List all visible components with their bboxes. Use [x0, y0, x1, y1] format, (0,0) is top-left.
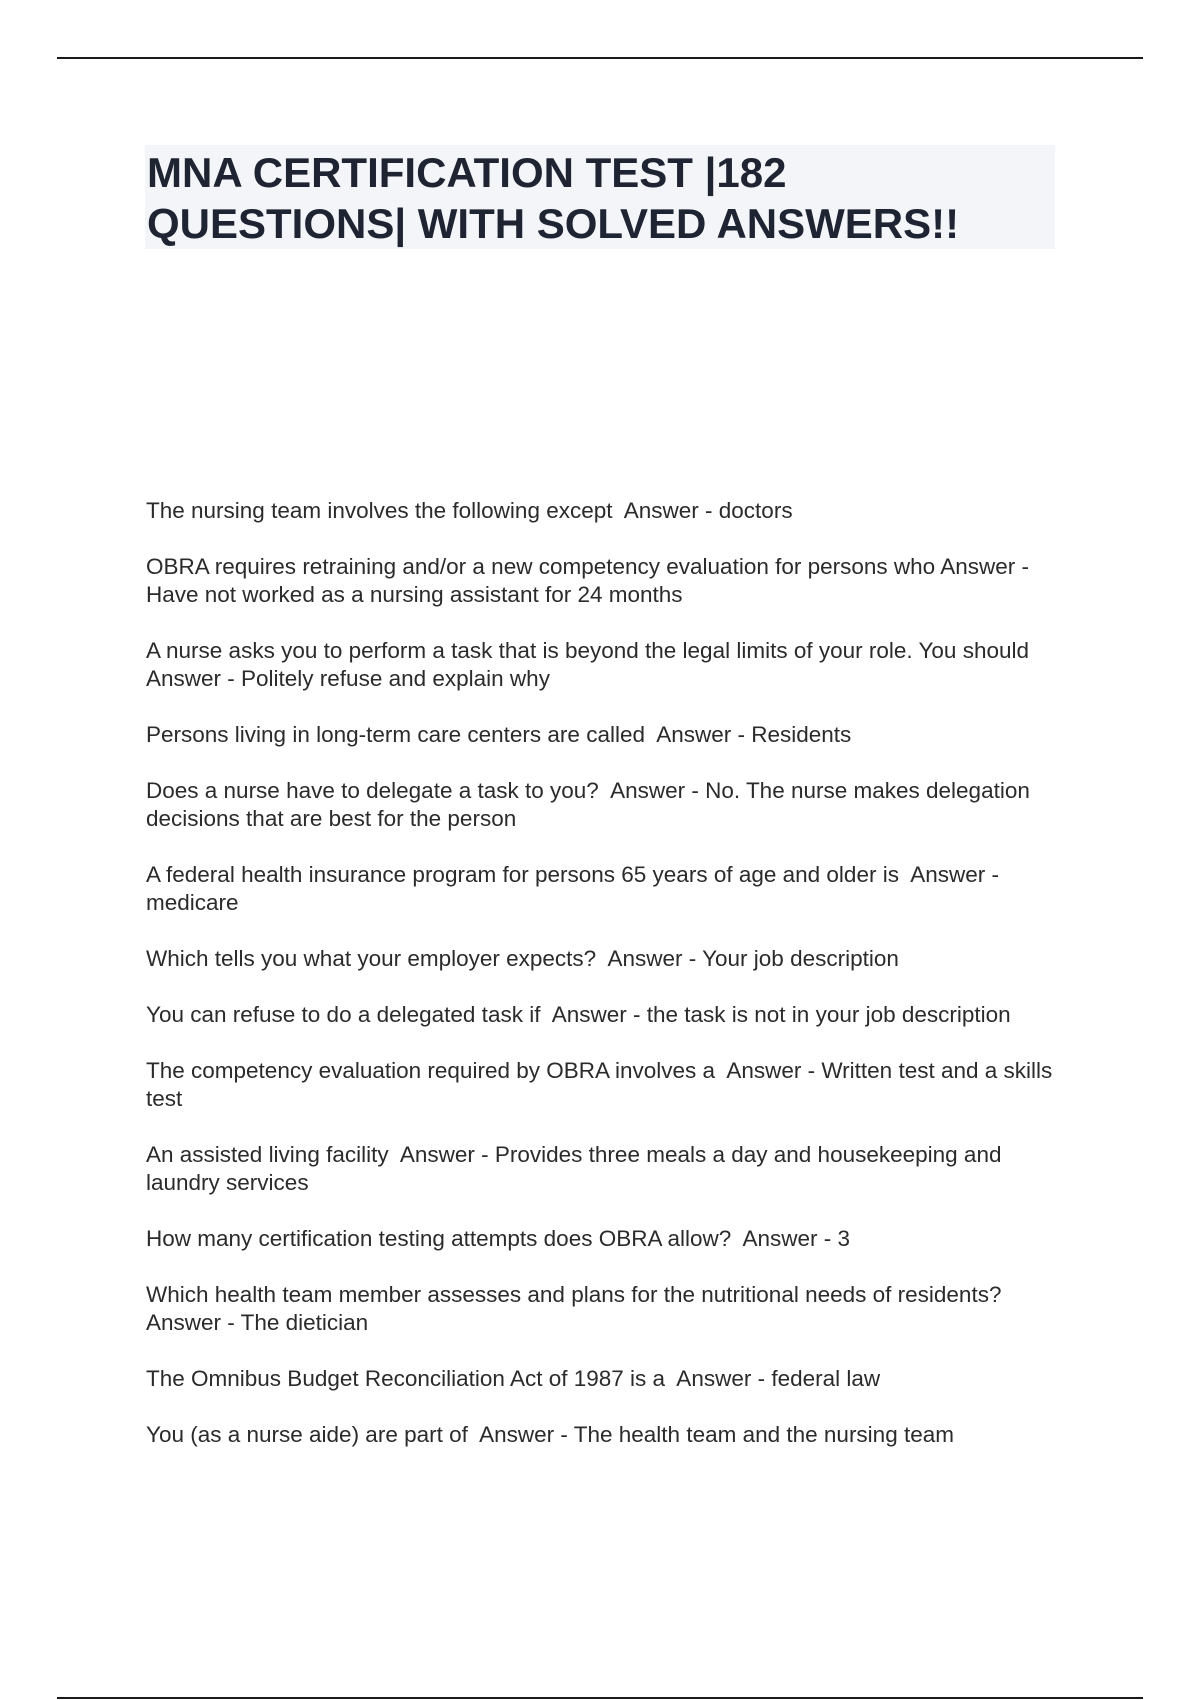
- top-divider: [57, 57, 1143, 59]
- qa-item: OBRA requires retraining and/or a new competency evaluation for persons who Answer - Have not worked as a nursing assistant for 24 months: [146, 554, 1036, 607]
- qa-item: A federal health insurance program for persons 65 years of age and older is Answer - medicare: [146, 862, 1006, 915]
- bottom-divider: [57, 1697, 1143, 1699]
- qa-item: Does a nurse have to delegate a task to you? Answer - No. The nurse makes delegation decisions that are best for the person: [146, 778, 1037, 831]
- qa-item: You can refuse to do a delegated task if Answer - the task is not in your job description: [146, 1002, 1011, 1027]
- qa-item: An assisted living facility Answer - Provides three meals a day and housekeeping and laundry services: [146, 1142, 1008, 1195]
- qa-item: The competency evaluation required by OBRA involves a Answer - Written test and a skills test: [146, 1058, 1059, 1111]
- document-title: MNA CERTIFICATION TEST |182 QUESTIONS| WITH SOLVED ANSWERS!!: [147, 149, 960, 247]
- qa-item: Which tells you what your employer expects? Answer - Your job description: [146, 946, 899, 971]
- title-banner: [145, 145, 1055, 249]
- qa-item: Persons living in long-term care centers are called Answer - Residents: [146, 722, 852, 747]
- qa-item: The Omnibus Budget Reconciliation Act of 1987 is a Answer - federal law: [146, 1366, 881, 1391]
- question-answer-list: [146, 497, 1066, 1477]
- qa-item: Which health team member assesses and plans for the nutritional needs of residents? Answer - The dietician: [146, 1282, 1013, 1335]
- qa-item: You (as a nurse aide) are part of Answer - The health team and the nursing team: [146, 1422, 954, 1447]
- qa-item: How many certification testing attempts does OBRA allow? Answer - 3: [146, 1226, 851, 1251]
- qa-item: The nursing team involves the following except Answer - doctors: [146, 498, 793, 523]
- qa-item: A nurse asks you to perform a task that is beyond the legal limits of your role. You should Answer - Politely refuse and explain why: [146, 638, 1041, 691]
